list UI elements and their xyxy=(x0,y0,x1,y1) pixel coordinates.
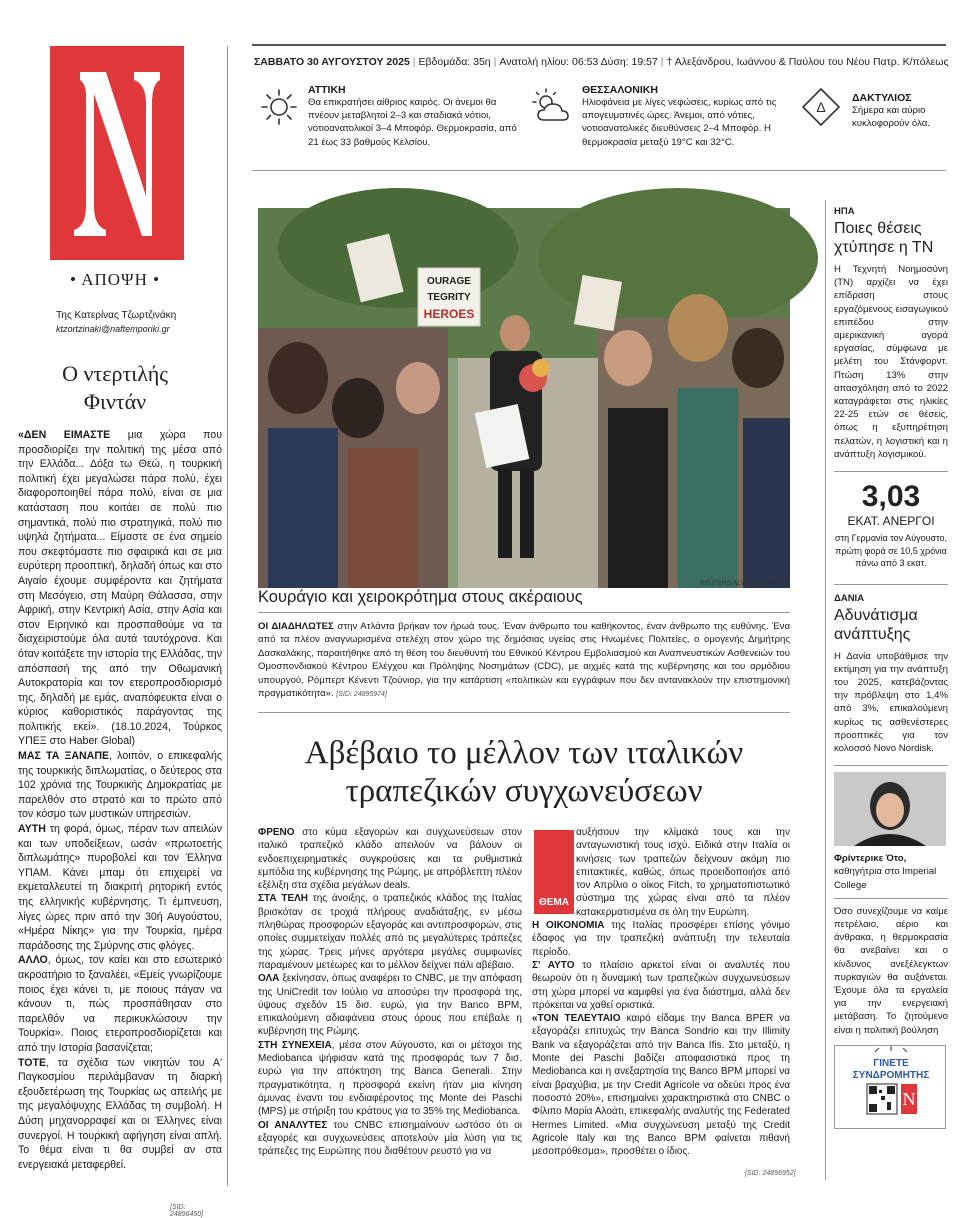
article-paragraph: Σ' ΑΥΤΟ το πλαίσιο αρκετοί είναι οι αναλυτές που θεωρούν ότι η δυναμική των τραπεζικών συγχωνεύσεων στη χώρα μπορεί να καμφθεί για ένα διάστημα, αλλά δεν πρόκειται να χαθεί οριστικά. xyxy=(532,959,790,1011)
photo-credit: REUTERS/ALYSSA POINTER xyxy=(700,580,789,587)
headline-line: Αβέβαιο το μέλλον των ιταλικών xyxy=(304,735,744,771)
opinion-paragraph: ΑΛΛΟ, όμως, τον καίει και στο εσωτερικό ακροατήριο το ξαναλέει, «Εμείς γνωρίζουμε ποιος έχει κάνει τι, με ποιους πάγαν να κάνουν τι, πώς προσπάθησαν στο παρελθόν να περικυκλώσουν την Τουρκία». Ποιος ετεροπροσδιορίζεται και από την Ιστορία βασανίζεται; xyxy=(18,954,222,1054)
divider xyxy=(834,898,948,899)
dateline: ΣΑΒΒΑΤΟ 30 ΑΥΓΟΥΣΤΟΥ 2025 | Εβδομάδα: 35η | Ανατολή ηλίου: 06:53 Δύση: 19:57 | † Αλεξάνδρου, Ιωάννου & Παύλου του Νέου Πατρ. Κ/πόλεως xyxy=(254,56,949,68)
article-paragraph: ΦΡΕΝΟ στο κύμα εξαγορών και συγχωνεύσεων στον ιταλικό τραπεζικό κλάδο απειλούν να βάλουν οι ενδοεπιχειρηματικές συγκρούσεις και τα ρυθμιστικά εμπόδια της κυβέρνησης της Ρώμης, με απρόβλεπτη πλέον εξέλιξη στα σχέδια μεγάλων deals. xyxy=(258,827,522,892)
divider xyxy=(258,712,790,713)
brief-title: Ποιες θέσεις χτύπησε η ΤΝ xyxy=(834,220,934,256)
stat-label: ΕΚΑΤ. ΑΝΕΡΓΟΙ xyxy=(847,514,935,529)
column-divider xyxy=(227,46,228,1186)
opinion-title xyxy=(10,360,220,416)
weather-title: ΔΑΚΤΥΛΙΟΣ xyxy=(852,92,912,104)
article-paragraph: ΟΙ ΑΝΑΛΥΤΕΣ του CNBC επισημαίνουν ωστόσο ότι οι εξαγορές και συγχωνεύσεις αποτελούν μία λύση για τις τράπεζες της Ευρώπης που διαθέτουν ρευστό για να xyxy=(258,1119,522,1158)
opinion-paragraph: ΜΑΣ ΤΑ ΞΑΝΑΠΕ, λοιπόν, ο επικεφαλής της τουρκικής διπλωματίας, ο δεύτερος στα 102 χρόνια της Τουρκικής Δημοκρατίας με παρελθόν στο στρατό και το πρώτο από τον κόσμο των μυστικών υπηρεσιών. xyxy=(18,750,222,821)
header-rule xyxy=(252,44,946,46)
article-column xyxy=(532,826,790,1158)
opinion-paragraph: ΤΟΤΕ, τα σχέδια των νικητών του Α' Παγκοσμίου περιλάμβαναν τη διαρκή εξουδετέρωση της Τουρκίας ως απειλής με της μεγαλόψυχης Ελλάδας τη συμβολή. Η Δύση μηχανορραφεί και οι Έλληνες είναι συνεργοί. Η τουρκική αφήγηση είναι απλή. Το θέμα είναι τι θα συμβεί αν στα ενεργειακά μεταφερθεί. xyxy=(18,1056,222,1171)
headline-line: τραπεζικών συγχωνεύσεων xyxy=(345,773,703,809)
divider xyxy=(258,612,790,613)
article-paragraph: Η ΟΙΚΟΝΟΜΙΑ της Ιταλίας προσφέρει επίσης γόνιμο έδαφος για την τραπεζική ανάπτυξη την τελευταία περίοδο. xyxy=(532,920,790,958)
brief-label: ΔΑΝΙΑ xyxy=(834,592,865,604)
sign-text: TEGRITY xyxy=(427,292,471,303)
photo-caption: ΟΙ ΔΙΑΔΗΛΩΤΕΣ στην Ατλάντα βρήκαν τον ήρωά τους. Έναν άνθρωπο του καθήκοντος, έναν άνθρωπο της ευθύνης. Ένα από τα πλέον αναγνωρισμένα στελέχη στον χώρο της δημόσιας υγείας στις Ηνωμένες Πολιτείες, ο ομογενής Δημήτρης Δασκαλάκης, παραιτήθηκε από τη θέση του διευθυντή του Εθνικού Κέντρου Εμβολιασμού και Αναπνευστικών Ασθενειών του Ομοσπονδιακού Κέντρου Ελέγχου και Πρόληψης Νοσημάτων (CDC), με αιχμές κατά της κυβέρνησης και του αρμόδιου υπουργού, Ρόμπερτ Κένεντι Τζούνιορ, για την κατάρτιση «πολιτικών και εγγράφων που δεν αντανακλούν την επιστημονική πραγματικότητα». [SID: 24895974] xyxy=(258,621,790,700)
news-photo xyxy=(258,208,790,588)
weather-text: Ηλιοφάνεια με λίγες νεφώσεις, κυρίως από τις απογευματινές ώρες. Άνεμοι, από νότιες, νοτιοανατολικές διευθύνσεις 2–4 Μποφόρ. Η θερμοκρασία μεταξύ 19°C και 32°C. xyxy=(582,97,777,148)
svg-text:Δ: Δ xyxy=(816,99,826,115)
article-paragraph: «ΤΟΝ ΤΕΛΕΥΤΑΙΟ καιρό είδαμε την Banca BPER να εξαγοράζει επιτυχώς την Banca Sondrio και την Illimity Bank να εξαγοράζεται από την Banca Ifis. Στο μεταξύ, η Monte dei Paschi βαδίζει αποφασιστικά προς τη Mediobanca και η ανεξαρτησία της Banco BPM μπορεί να είναι βραχύβια, με την Credit Agricole να οδεύει προς ένα ποσοστό 20%», επισημαίνει χαρακτηριστικά στο CNBC ο Φίλιπο Μαρία Αλοάτι, επικεφαλής αναλυτής της Federated Hermes Limited. «Μια συγχώνευση μεταξύ της Credit Agricole Italy και της Banco BPM φαίνεται πιθανή μεσοπρόθεσμα», προσθέτει ο ίδιος. xyxy=(532,1013,790,1158)
subscribe-line: ΣΥΝΔΡΟΜΗΤΗΣ xyxy=(852,1069,930,1081)
sid-code: [SID: 24895974] xyxy=(336,691,387,699)
stat-number: 3,03 xyxy=(861,480,921,514)
divider xyxy=(834,471,948,472)
weather-title: ΘΕΣΣΑΛΟΝΙΚΗ xyxy=(582,84,658,96)
divider xyxy=(834,765,948,766)
weather-text: Θα επικρατήσει αίθριος καιρός. Οι άνεμοι θα πνέουν μεταβλητοί 2–3 και σταδιακά νότιοι, νοτιοανατολικοί 3–4 Μποφόρ. Θερμοκρασία, από 21 έως 33 βαθμούς Κελσίου. xyxy=(308,97,517,148)
sign-text: HEROES xyxy=(423,307,475,321)
column-divider xyxy=(825,200,826,1180)
week: Εβδομάδα: 35η xyxy=(418,56,491,68)
section-label: • ΑΠΟΨΗ • xyxy=(69,270,161,289)
quote-author: Φρίντερικε Ότο, xyxy=(834,853,907,865)
header-rule xyxy=(252,170,946,171)
quote-attribution xyxy=(834,852,948,892)
weather-daktylios xyxy=(852,92,952,130)
weather-title: ΑΤΤΙΚΗ xyxy=(308,84,346,96)
stat-subtext: στη Γερμανία τον Αύγουστο, πρώτη φορά σε 10,5 χρόνια πάνω από 3 εκατ. xyxy=(834,533,948,569)
article-paragraph: ΣΤΗ ΣΥΝΕΧΕΙΑ, μέσα στον Αύγουστο, και οι μέτοχοι της Mediobanca ψήφισαν κατά της προσφοράς των 7 δισ. ευρώ για την απόκτηση της Banca Generali. Στην πραγματικότητα, η προσφορά εκείνη ήταν μια κίνηση άμυνας έναντι του ενδιαφέροντος της Monte dei Paschi (MPS) με στήριξη του κράτους για το 35% της Mediobanca. xyxy=(258,1039,522,1118)
sign-text: OURAGE xyxy=(427,276,471,287)
briefs-column xyxy=(834,200,948,1129)
author-email[interactable]: ktzortzinaki@naftemporiki.gr xyxy=(56,324,170,334)
opinion-title-line: Φιντάν xyxy=(83,389,147,414)
sun-icon xyxy=(258,86,300,128)
brief-title: Αδυνάτισμα ανάπτυξης xyxy=(834,606,918,643)
photo-title: Κουράγιο και χειροκρότημα στους ακέραιους xyxy=(258,588,583,606)
sid-code: [SID: 24896952] xyxy=(745,1170,796,1177)
brief-text: Η Τεχνητή Νοημοσύνη (ΤΝ) αρχίζει να έχει επίδραση στους εργαζόμενους εισαγωγικού επιπέδου στην αμερικανική αγορά εργασίας, σύμφωνα με μελέτη του Στάνφορντ. Πτώση 13% στην απασχόληση από το 2022 καταγράφεται στις ηλικίες 22-25 ετών σε θέσεις, όπως η εξυπηρέτηση πελατών, η λογιστική και η ανάπτυξη λογισμικού. xyxy=(834,264,948,460)
divider xyxy=(834,584,948,585)
article-headline xyxy=(258,734,790,810)
opinion-column xyxy=(10,38,222,1218)
brief-label: ΗΠΑ xyxy=(834,206,855,217)
theme-tag-label: ΘΕΜΑ xyxy=(539,897,569,908)
quote-text: Όσο συνεχίζουμε να καίμε πετρέλαιο, αέριο και άνθρακα, η θερμοκρασία θα ανεβαίνει και ο κίνδυνος ανεξέλεγκτων πυρκαγιών θα αυξάνεται. Έχουμε όλα τα εργαλεία για την ενεργειακή μετάβαση. Το ζητούμενο είναι η πολιτική βούληση xyxy=(834,905,948,1036)
opinion-title-line: Ο ντερτιλής xyxy=(62,361,168,386)
weather-attica xyxy=(308,84,518,149)
opinion-paragraph: «ΔΕΝ ΕΙΜΑΣΤΕ μια χώρα που προσδιορίζει την πολιτική της μέσα από την Ελλάδα... Δόξα τω Θεώ, η τουρκική πολιτική έχει μεγαλώσει πάρα πολύ, έχει διαφοροποιηθεί πάρα πολύ, είναι σε μια κατάσταση που κοιτάει σε πολύ πιο σημαντικά, πολύ πιο στρατηγικά, πολύ πιο υψηλά ζητήματα... Είμαστε σε ένα σημείο που σκεφτόμαστε πιο σφαιρικά και σε μια ευρύτερη προοπτική, δηλαδή όπως και στο Αιγαίο έχουμε συμφέροντα και ζητήματα στη Μεσόγειο, στη Μαύρη Θάλασσα, στην Αφρική, στην Κεντρική Ασία, στην Ασία και στον Ειρηνικό και προσπαθούμε να τα διαχειριστούμε όλα αυτά ταυτόχρονα. Και όταν κοιτάξετε την ιστορία της Ελλάδας, την απόσπασή της από την Οθωμανική Αυτοκρατορία και τον ετεροπροσδιορισμό της, δηλαδή με εμάς, αναπόφευκτα είναι ο κύριος καθοριστικός παράγοντας της πολιτικής εκεί». (18.10.2024, Τούρκος ΥΠΕΞ στο Haber Global) xyxy=(18,429,222,748)
article-paragraph: αυξήσουν την κλίμακά τους και την ανταγωνιστική τους ισχύ. Ειδικά στην Ιταλία οι κινήσεις των τραπεζών δείχνουν ακόμη πιο επιτακτικές, καθώς, όπως προειδοποιήσε από τον Απρίλιο ο οίκος Fitch, το χρηματοπιστωτικό σύστημα της χώρας είναι από τα πλέον κατακερματισμένα σε όλη την Ευρώπη. xyxy=(576,827,790,918)
subscribe-box[interactable] xyxy=(834,1045,946,1129)
road-sign-icon xyxy=(800,86,842,128)
sid-code: [SID: 24896450] xyxy=(170,1204,204,1218)
author-name: Της Κατερίνας Τζωρτζινάκη xyxy=(56,310,177,321)
article-column xyxy=(258,826,522,1158)
partly-cloudy-icon xyxy=(530,86,572,128)
weather-text: Σήμερα και αύριο κυκλοφορούν όλα. xyxy=(852,105,930,130)
subscribe-line: ΓΙΝΕΤΕ xyxy=(873,1057,909,1069)
name-days: † Αλεξάνδρου, Ιωάννου & Παύλου του Νέου Πατρ. Κ/πόλεως xyxy=(666,56,949,68)
opinion-body xyxy=(18,428,222,1172)
weather-thessaloniki xyxy=(582,84,782,149)
sun-times: Ανατολή ηλίου: 06:53 Δύση: 19:57 xyxy=(499,56,658,68)
article-paragraph: ΟΛΑ ξεκίνησαν, όπως αναφέρει το CNBC, με την απόφαση της UniCredit τον Ιούλιο να αποσύρει την προσφορά της, ύψους σχεδόν 15 δισ. ευρώ, για την Banco BPM, επικαλούμενη αδιαφάνεια στους όρους που επέβαλε η κυβέρνηση της Ρώμης. xyxy=(258,973,522,1038)
subscribe-graphic xyxy=(835,1046,947,1130)
naftemporiki-logo xyxy=(50,46,184,260)
article-paragraph: ΣΤΑ ΤΕΛΗ της άνοιξης, ο τραπεζικός κλάδος της Ιταλίας βρισκόταν σε τροχιά πλήρους αναδιάταξης, εν μέσω πληθώρας προσφορών εξαγοράς και αντιπροσφορών, στις οποίες συμμετείχαν πολλές από τις μεγαλύτερες τράπεζες της χώρας. Τρεις μήνες αργότερα μεγάλες συμφωνίες παραμένουν μετέωρες και το μέλλον δείχνει πάλι αβέβαιο. xyxy=(258,893,522,971)
opinion-paragraph: ΑΥΤΗ τη φορά, όμως, πέραν των απειλών και των υποδείξεων, ωσάν «πρωτοετής διπλωμάτης» πυροβολεί και τον Έλληνα ΥΠΑΜ. Κάνει μπαμ ότι επιχειρεί να εκμεταλλευτεί τη διακριτή ρητορική εντός της ελληνικής κυβέρνησης. Τι έμπνευση, λίγες ώρες πριν από την 30ή Αυγούστου, «Ημέρα Νίκης» για την Τουρκία, ημέρα παράδοσης της Σμύρνης στις φλόγες. xyxy=(18,823,222,952)
date: ΣΑΒΒΑΤΟ 30 ΑΥΓΟΥΣΤΟΥ 2025 xyxy=(254,56,410,68)
quote-role: καθηγήτρια στο Imperial College xyxy=(834,866,937,891)
portrait-photo xyxy=(834,772,946,846)
brief-text: Η Δανία υποβάθμισε την εκτίμηση για την ανάπτυξη του 2025, κατεβάζοντας την πρόβλεψη στο 1,4% από 3%, επικαλούμενη κυρίως τις ασθενέστερες προοπτικές για τον κολοσσό Novo Nordisk. xyxy=(834,650,948,754)
svg-text:N: N xyxy=(902,1088,916,1109)
